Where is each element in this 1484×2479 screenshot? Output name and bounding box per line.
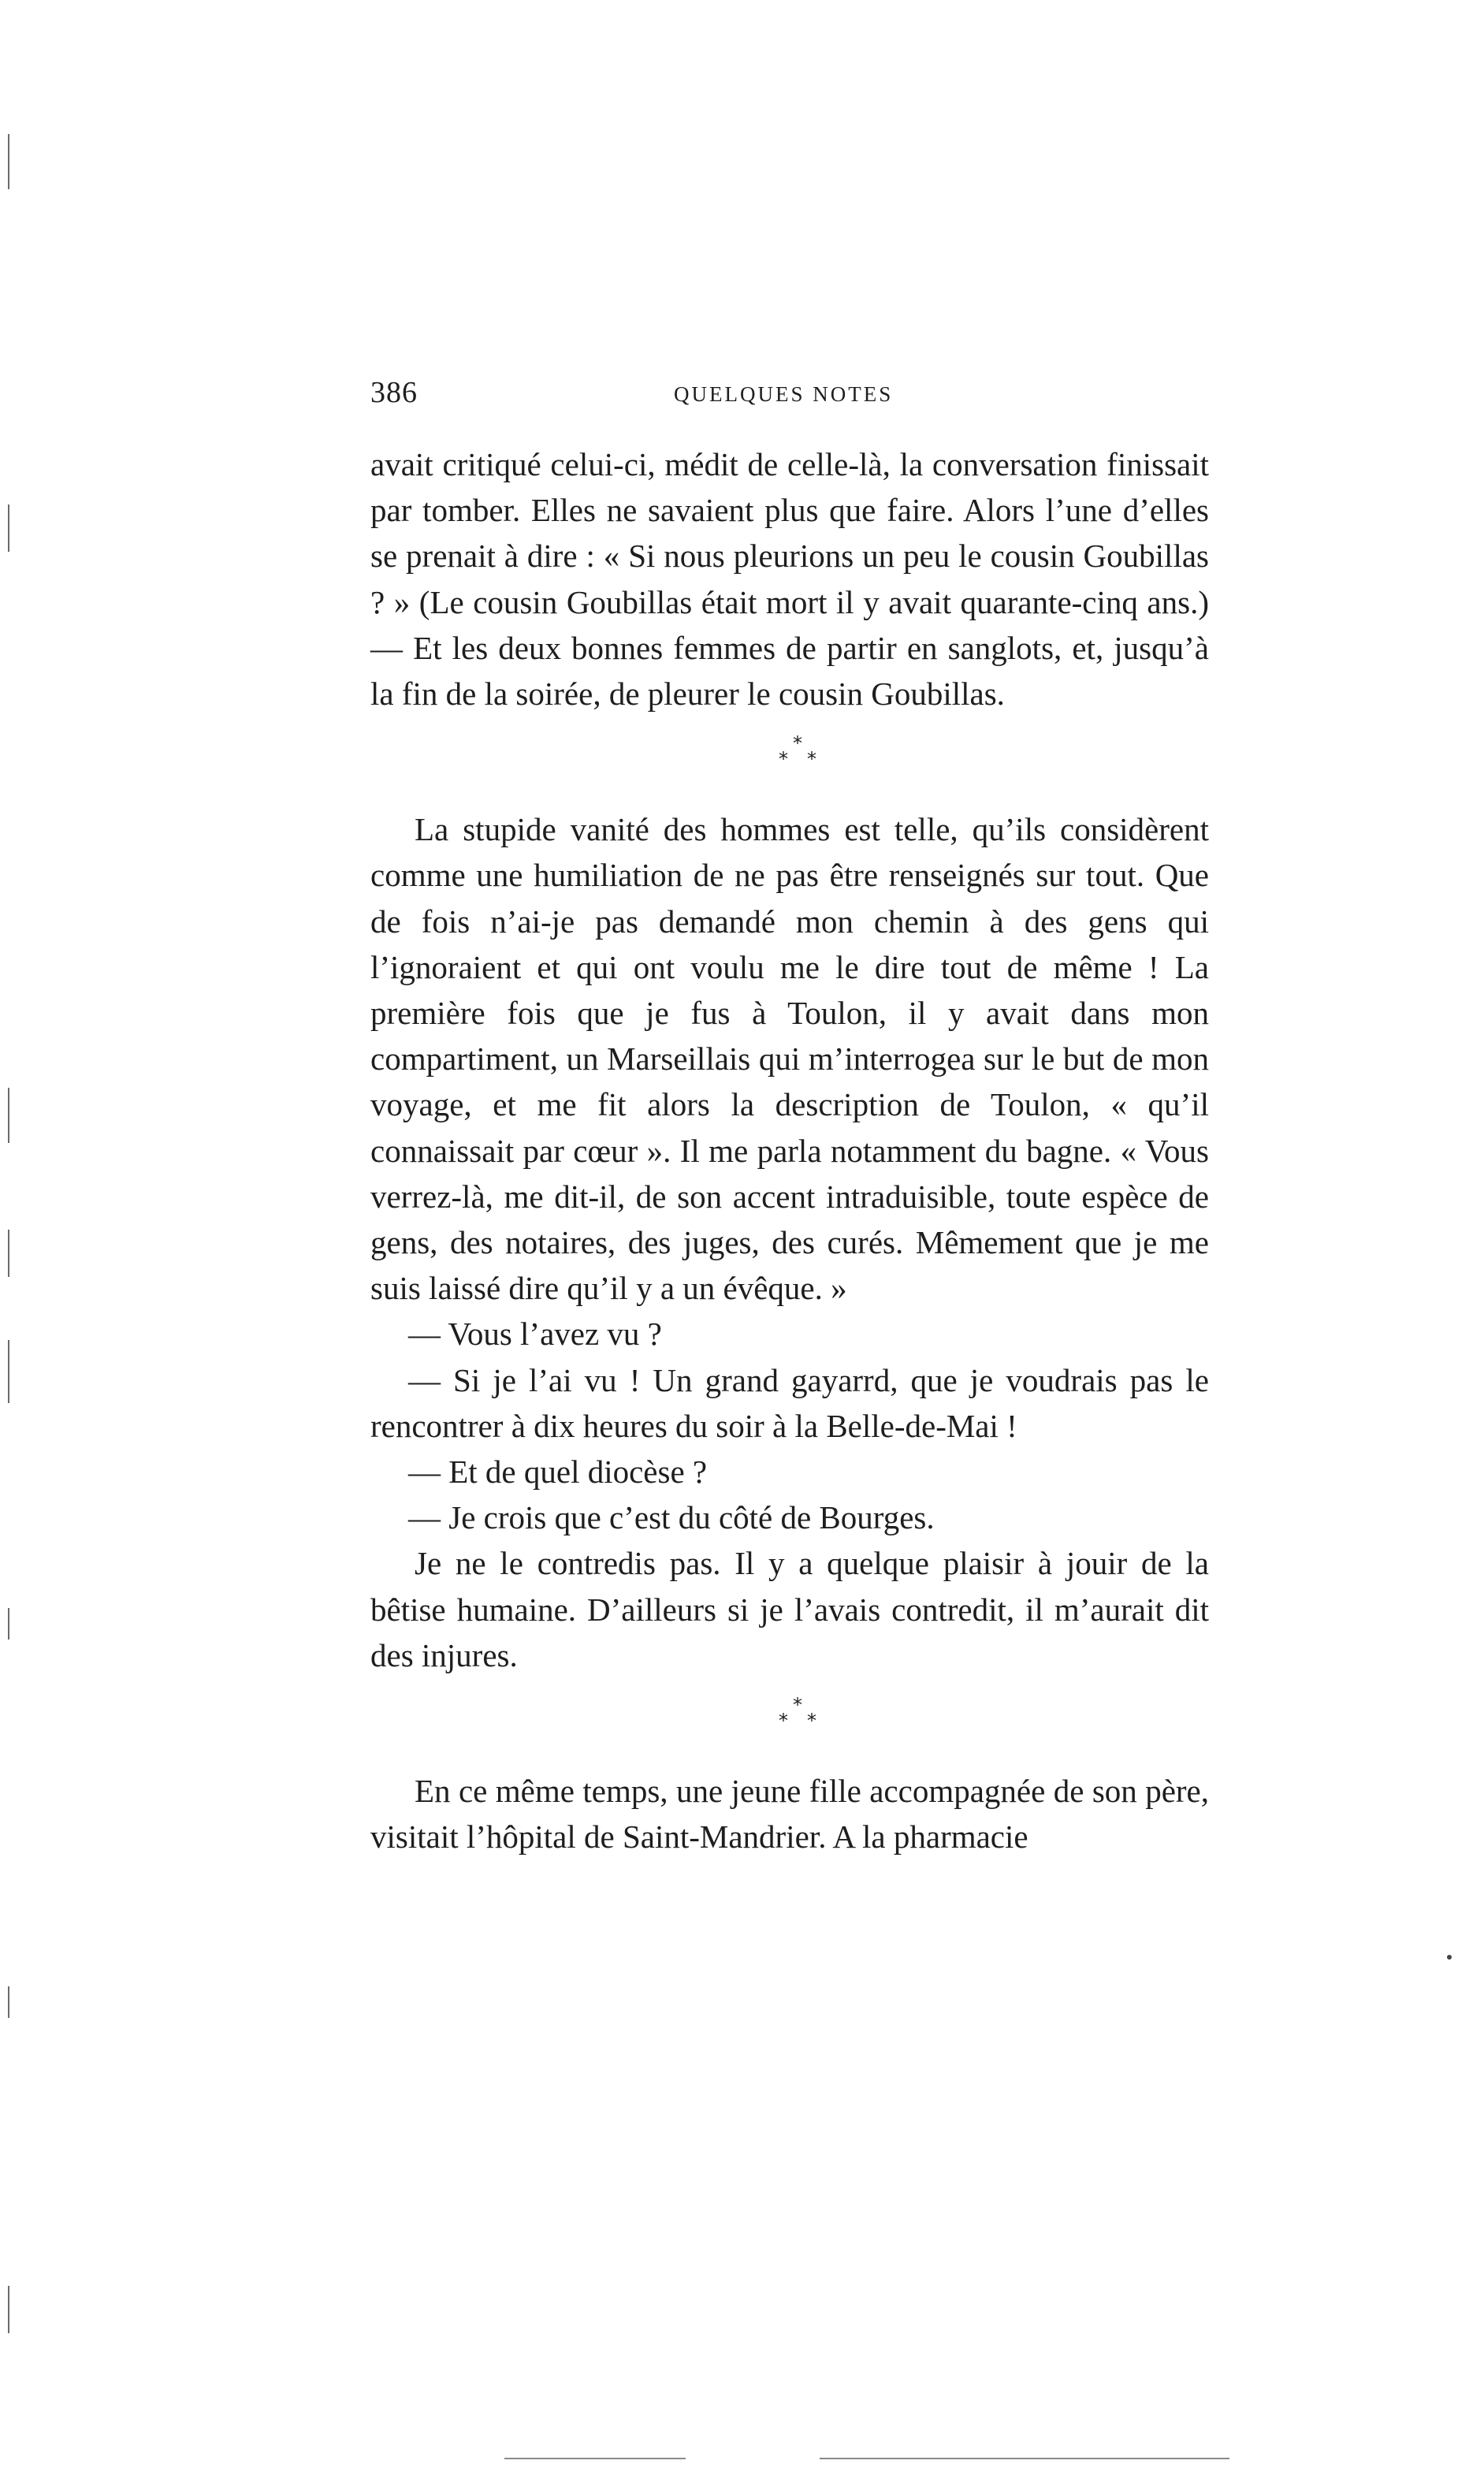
asterism-star: * — [793, 732, 802, 755]
asterism-star: * — [779, 1710, 788, 1733]
paragraph: La stupide vanité des hommes est telle, qu’ils considèrent comme une humiliation de ne pas être renseignés sur tout. Que de fois n’ai-je pas demandé mon chemin à des gens qui l’ignoraient et qui ont voulu me le dire tout de même ! La première fois que je fus à Toulon, il y avait dans mon compartiment, un Marseillais qui m’interrogea sur le but de mon voyage, et me fit alors la description de Toulon, « qu’il connaissait par cœur ». Il me parla notamment du bagne. « Vous verrez-là, me dit-il, de son accent intraduisible, toute espèce de gens, des notaires, des juges, des curés. Mêmement que je me suis laissé dire qu’il y a un évêque. » — [370, 811, 1209, 1307]
scan-mark — [8, 1230, 9, 1277]
dialogue-line: — Je crois que c’est du côté de Bourges. — [408, 1499, 935, 1536]
section-asterism — [370, 717, 1209, 806]
scan-mark — [8, 1986, 9, 2018]
scan-mark — [8, 1340, 9, 1403]
page-header — [370, 375, 1209, 422]
body-text — [370, 441, 1209, 1859]
running-title: QUELQUES NOTES — [674, 382, 894, 406]
scan-speck — [1447, 1955, 1452, 1960]
scan-mark — [8, 504, 9, 552]
dialogue-line: — Vous l’avez vu ? — [408, 1316, 662, 1353]
asterism-star: * — [779, 748, 788, 771]
asterism-star: * — [807, 748, 816, 771]
scan-mark — [8, 2286, 9, 2333]
dialogue-line: — Et de quel diocèse ? — [408, 1454, 708, 1491]
section-asterism — [370, 1678, 1209, 1768]
paragraph: avait critiqué celui-ci, médit de celle-là, la conversation finissait par tomber. Elles ne savaient plus que faire. Alors l’une d’elles se prenait à dire : « Si nous pleurions un peu le cousin Goubillas ? » (Le cousin Goubillas était mort il y avait quarante-cinq ans.) — Et les deux bonnes femmes de partir en sanglots, et, jusqu’à la fin de la soirée, de pleurer le cousin Goubillas. — [370, 446, 1209, 713]
paragraph: Je ne le contredis pas. Il y a quelque plaisir à jouir de la bêtise humaine. D’ailleurs si je l’avais contredit, il m’aurait dit des injures. — [370, 1545, 1209, 1673]
asterism-star: * — [793, 1694, 802, 1717]
page-number: 386 — [370, 376, 418, 409]
scan-mark — [8, 1608, 9, 1640]
scan-mark — [8, 134, 9, 189]
paragraph: En ce même temps, une jeune fille accompagnée de son père, visitait l’hôpital de Saint-Mandrier. A la pharmacie — [370, 1773, 1209, 1856]
scan-mark — [8, 1088, 9, 1143]
dialogue-line: — Si je l’ai vu ! Un grand gayarrd, que je voudrais pas le rencontrer à dix heures du soir à la Belle-de-Mai ! — [370, 1361, 1209, 1444]
scan-margin-artifacts — [0, 0, 47, 2479]
scan-edge-line — [820, 2458, 1229, 2459]
asterism-star: * — [807, 1710, 816, 1733]
scan-edge-line — [504, 2458, 686, 2459]
